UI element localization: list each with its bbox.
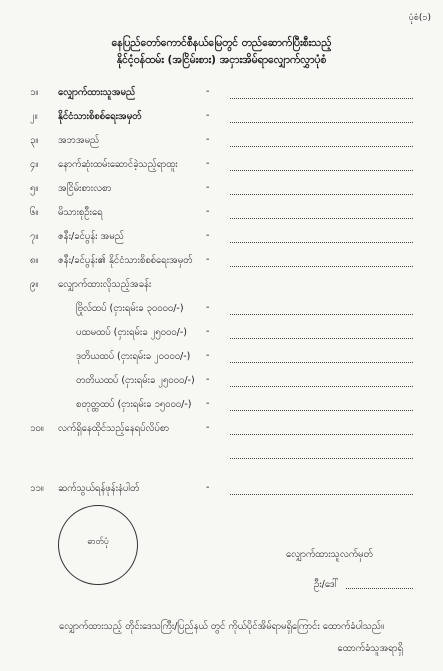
photo-label: ဓာတ်ပုံ — [87, 537, 109, 547]
signature-label: လျှောက်ထားသူလက်မှတ် — [286, 549, 373, 560]
field-applicant-name — [0, 86, 443, 104]
field-current-address — [0, 422, 443, 440]
field-label: ဆက်သွယ်ရန်ဖုန်းနံပါတ် — [58, 483, 140, 494]
field-number: ၂။ — [30, 111, 38, 122]
recommending-officer-label: ထောက်ခံသူအရာရှိ — [337, 643, 403, 654]
fill-line[interactable] — [230, 146, 413, 147]
field-separator: - — [206, 158, 210, 169]
housing-option-fourth — [0, 398, 443, 416]
housing-option-third — [0, 374, 443, 392]
field-separator: - — [206, 86, 210, 97]
housing-option-label: တတိယထပ် (ငှားရမ်းခ ၂၅၀၀၀/-) — [76, 375, 195, 386]
field-separator: - — [206, 398, 210, 409]
field-requested-room — [0, 278, 443, 296]
housing-option-ground — [0, 302, 443, 320]
housing-option-label: ဗြိုလ်ထပ် (ငှားရမ်းခ ၃၀၀၀၀/-) — [76, 303, 184, 314]
housing-option-label: ပထမထပ် (ငှားရမ်းခ ၂၅၀၀၀/-) — [76, 327, 187, 338]
field-number: ၁။ — [30, 87, 39, 98]
field-pension — [0, 182, 443, 200]
fill-line[interactable] — [230, 458, 413, 459]
name-label: ဦး/ဒေါ် — [314, 579, 339, 590]
field-label: လျှောက်ထားလိုသည့်အခန်း — [58, 279, 152, 290]
field-father-name — [0, 134, 443, 152]
name-fill-line[interactable] — [346, 588, 413, 589]
housing-option-second — [0, 350, 443, 368]
fill-line[interactable] — [230, 242, 413, 243]
recommendation-text: လျှောက်ထားသည့် တိုင်းဒေသကြီး/ပြည်နယ် တွင် ကိုယ်ပိုင်အိမ်ရာမရှိကြောင်း ထောက်ခံပါသည်။ — [59, 621, 384, 632]
field-separator: - — [206, 302, 210, 313]
form-number: ပုံစံ(၁) — [408, 13, 431, 23]
fill-line[interactable] — [230, 194, 413, 195]
fill-line[interactable] — [230, 386, 413, 387]
fill-line[interactable] — [230, 434, 413, 435]
fill-line[interactable] — [230, 266, 413, 267]
field-label: မိသားစုဦးရေ — [58, 207, 103, 218]
field-number: ၃။ — [30, 135, 39, 146]
field-separator: - — [206, 182, 210, 193]
housing-option-first — [0, 326, 443, 344]
field-nrc-number — [0, 110, 443, 128]
field-label: အငြိမ်းစားလစာ — [58, 183, 112, 194]
field-label: ဇနီး/ခင်ပွန်း အမည် — [58, 231, 124, 242]
field-separator: - — [206, 134, 210, 145]
photo-placeholder — [58, 505, 138, 585]
field-number: ၉။ — [30, 279, 39, 290]
field-label: လျှောက်ထားသူအမည် — [58, 87, 136, 98]
field-number: ၁၀။ — [30, 423, 44, 434]
field-number: ၈။ — [30, 255, 39, 266]
field-number: ၇။ — [30, 231, 39, 242]
field-separator: - — [206, 422, 210, 433]
field-label: အဘအမည် — [58, 135, 100, 146]
field-number: ၆။ — [30, 207, 39, 218]
field-separator: - — [206, 254, 210, 265]
fill-line[interactable] — [230, 362, 413, 363]
fill-line[interactable] — [230, 122, 413, 123]
form-title-line1: နေပြည်တော်ကောင်စီနယ်မြေတွင် တည်ဆောက်ပြီးစီးသည့် — [111, 37, 332, 49]
fill-line[interactable] — [230, 218, 413, 219]
field-separator: - — [206, 482, 210, 493]
field-number: ၄။ — [30, 159, 39, 170]
field-separator: - — [206, 206, 210, 217]
field-separator: - — [206, 326, 210, 337]
fill-line[interactable] — [230, 494, 413, 495]
field-label: နောက်ဆုံးထမ်းဆောင်ခဲ့သည့်ရာထူး — [58, 159, 178, 170]
field-number: ၅။ — [30, 183, 39, 194]
field-label: နိုင်ငံသားစိစစ်ရေးအမှတ် — [58, 111, 142, 122]
field-phone — [0, 482, 443, 500]
fill-line[interactable] — [230, 410, 413, 411]
field-family-size — [0, 206, 443, 224]
field-label: ဇနီး/ခင်ပွန်း၏ နိုင်ငံသားစိစစ်ရေးအမှတ် — [58, 255, 193, 266]
fill-line[interactable] — [230, 338, 413, 339]
housing-option-label: ဒုတိယထပ် (ငှားရမ်းခ ၂၀၀၀၀/-) — [76, 351, 191, 362]
housing-option-label: စတုတ္ထထပ် (ငှားရမ်းခ ၁၅၀၀၀/-) — [76, 399, 192, 410]
field-spouse-name — [0, 230, 443, 248]
fill-line[interactable] — [230, 170, 413, 171]
field-separator: - — [206, 374, 210, 385]
fill-line[interactable] — [230, 98, 413, 99]
field-separator: - — [206, 230, 210, 241]
field-label: လက်ရှိနေထိုင်သည့်နေရပ်လိပ်စာ — [58, 423, 170, 434]
field-number: ၁၁။ — [30, 483, 44, 494]
field-spouse-nrc — [0, 254, 443, 272]
field-separator: - — [206, 350, 210, 361]
field-last-position — [0, 158, 443, 176]
fill-line[interactable] — [230, 314, 413, 315]
field-separator: - — [206, 110, 210, 121]
address-continuation — [0, 446, 443, 464]
form-title-line2: နိုင်ငံ့ဝန်ထမ်း (အငြိမ်းစား) အငှားအိမ်ရာလျှောက်လွှာပုံစံ — [116, 54, 327, 66]
